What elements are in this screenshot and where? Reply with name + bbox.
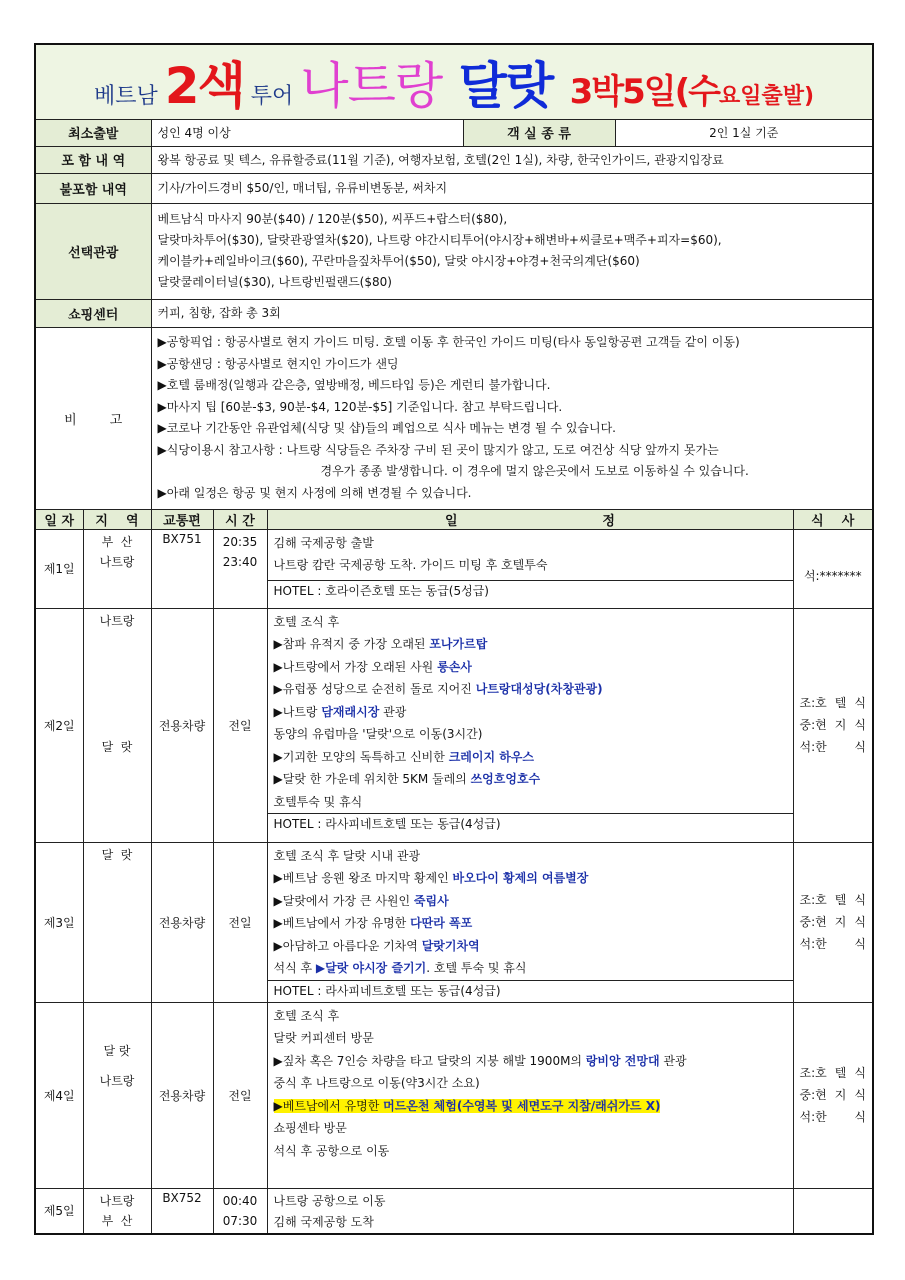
itinerary-table <box>34 43 874 1235</box>
schedule-line <box>268 1095 793 1118</box>
meal-line <box>800 1084 873 1106</box>
meal-text: 식 <box>854 740 867 754</box>
schedule-text: ▶유럽풍 성당으로 순전히 돌로 지어진 <box>273 682 476 696</box>
day-label: 제3일 <box>35 842 83 1002</box>
meal-text: 조:호 <box>799 1066 827 1080</box>
highlight-attraction: 달랏기차역 <box>421 938 480 953</box>
meal-line <box>800 736 873 758</box>
note-line: ▶아래 일정은 항공 및 현지 사정에 의해 변경될 수 있습니다. <box>157 485 472 500</box>
schedule-text: 석식 후 공항으로 이동 <box>273 1143 390 1158</box>
meal-line <box>800 911 873 933</box>
meal-info <box>793 608 873 842</box>
optional-tour-line: 케이블카+레일바이크($60), 꾸란마을짚차투어($50), 달랏 야시장+야경+천국의계단($60) <box>157 254 640 268</box>
optional-tour-line: 달랏마차투어($30), 달랏관광열차($20), 나트랑 야간시티투어(야시장+해변바+씨클로+맥주+피자=$60), <box>157 233 722 247</box>
place-name: 달 랏 <box>101 847 133 862</box>
col-header-place: 지 역 <box>83 509 151 529</box>
schedule-text: ▶베트남에서 유명한 <box>273 1098 384 1113</box>
time-value: 20:35 <box>222 534 258 549</box>
schedule-text: ▶베트남 응웬 왕조 마지막 황제인 <box>273 871 453 885</box>
schedule-line <box>268 746 793 769</box>
schedule-line <box>268 1117 793 1140</box>
meal-text: 식 <box>854 1088 867 1102</box>
transport-value: 전용차량 <box>151 1002 213 1188</box>
schedule-text: ▶달랏 한 가운데 위치한 5KM 둘레의 <box>273 772 471 786</box>
time-value: 00:40 <box>222 1193 258 1208</box>
day-schedule <box>267 529 793 608</box>
meal-text: 텔 <box>834 893 847 907</box>
schedule-line: 나트랑 캄란 국제공항 도착. 가이드 미팅 후 호텔투숙 <box>273 558 548 572</box>
hotel-info: HOTEL : 라사피네트호텔 또는 동급(4성급) <box>268 980 793 1002</box>
highlight-attraction: 롱손사 <box>437 659 472 674</box>
page-title <box>35 44 873 119</box>
day-times <box>213 529 267 608</box>
highlight-attraction: ▶달랏 야시장 즐기기 <box>315 961 427 975</box>
meal-line <box>800 714 873 736</box>
optional-tour-line: 베트남식 마사지 90분($40) / 120분($50), 씨푸드+랍스터($80), <box>157 212 508 226</box>
highlight-attraction: 크레이지 하우스 <box>448 749 535 764</box>
hotel-info: HOTEL : 라사피네트호텔 또는 동급(4성급) <box>268 813 793 835</box>
col-header-meal: 식 사 <box>793 509 873 529</box>
note-line: ▶호텔 룸배정(일행과 같은층, 옆방배정, 베드타입 등)은 게런티 불가합니다. <box>157 378 551 392</box>
time-value: 23:40 <box>222 554 258 569</box>
time-value: 전일 <box>213 842 267 1002</box>
transport-value: 전용차량 <box>151 608 213 842</box>
highlight-attraction: 바오다이 황제의 여름별장 <box>452 871 589 885</box>
itinerary-document <box>34 43 872 1235</box>
meal-text: 식 <box>854 1110 867 1124</box>
day-places <box>83 1002 151 1188</box>
schedule-line <box>268 1003 793 1028</box>
schedule-text: 호텔투숙 및 휴식 <box>273 794 363 809</box>
meal-info <box>793 842 873 1002</box>
schedule-line: 나트랑 공항으로 이동 <box>273 1193 386 1208</box>
meal-text: 식 <box>854 1066 867 1080</box>
col-header-transport: 교통편 <box>151 509 213 529</box>
col-header-time: 시 간 <box>213 509 267 529</box>
hotel-info: HOTEL : 호라이즌호텔 또는 동급(5성급) <box>268 580 793 602</box>
note-line: ▶마사지 팁 [60분-$3, 90분-$4, 120분-$5] 기준입니다. 참고 부탁드립니다. <box>157 399 563 414</box>
schedule-line <box>268 701 793 724</box>
meal-text: 지 <box>834 1088 847 1102</box>
excluded-label: 불포함 내역 <box>35 173 151 203</box>
place-name: 나트랑 <box>99 1073 135 1088</box>
place-name: 부 산 <box>101 1213 133 1228</box>
schedule-line <box>268 768 793 791</box>
highlight-attraction: 머드온천 체험(수영복 및 세면도구 지참/래쉬가드 X) <box>383 1098 661 1113</box>
notes-label: 비 고 <box>35 327 151 509</box>
table-row <box>35 1002 873 1188</box>
excluded-value: 기사/가이드경비 $50/인, 매너팁, 유류비변동분, 써차지 <box>151 173 873 203</box>
title-duration: 3박5일 <box>569 71 675 112</box>
schedule-line: 김해 국제공항 도착 <box>273 1214 374 1229</box>
schedule-text: ▶짚차 혹은 7인승 차량을 타고 달랏의 지붕 해발 1900M의 <box>273 1053 586 1068</box>
schedule-text: 석식 후 <box>273 961 316 975</box>
optional-tour-line: 달랏쿨레이터널($30), 나트랑빈펄랜드($80) <box>157 275 392 289</box>
place-name: 부 산 <box>101 534 133 549</box>
col-header-schedule: 일 정 <box>267 509 793 529</box>
schedule-line <box>268 843 793 868</box>
schedule-line <box>268 633 793 656</box>
schedule-text: 관광 <box>379 704 407 719</box>
schedule-line <box>268 1027 793 1050</box>
meal-text: 지 <box>834 915 847 929</box>
schedule-line <box>268 935 793 958</box>
meal-text: 식 <box>854 937 867 951</box>
highlight-attraction: 쓰엉흐엉호수 <box>470 772 541 786</box>
title-departure: 요일출발) <box>719 83 815 109</box>
transport-value: BX752 <box>151 1188 213 1234</box>
schedule-line <box>268 890 793 913</box>
highlight-attraction: 죽림사 <box>413 893 449 908</box>
notes-list <box>151 327 873 509</box>
place-name: 나트랑 <box>99 554 135 569</box>
min-departure-value: 성인 4명 이상 <box>151 119 463 146</box>
schedule-text: 호텔 조식 후 <box>273 1008 340 1023</box>
schedule-line <box>268 957 793 980</box>
optional-tours-list <box>151 203 873 299</box>
day-places <box>83 842 151 1002</box>
meal-text: 중:현 <box>799 915 827 929</box>
note-line: 경우가 종종 발생합니다. 이 경우에 멀지 않은곳에서 도보로 이동하실 수 있습니다. <box>320 464 749 478</box>
title-tour: 투어 <box>243 83 301 109</box>
meal-line <box>800 889 873 911</box>
highlight-attraction: 포나가르탑 <box>429 637 488 651</box>
meal-info <box>793 1188 873 1234</box>
highlight-attraction: 랑비앙 전망대 <box>585 1053 660 1068</box>
included-label: 포 함 내 역 <box>35 146 151 173</box>
day-schedule <box>267 1188 793 1234</box>
schedule-line <box>268 609 793 634</box>
time-value: 전일 <box>213 1002 267 1188</box>
day-places <box>83 1188 151 1234</box>
day-label: 제4일 <box>35 1002 83 1188</box>
schedule-text: ▶나트랑에서 가장 오래된 사원 <box>273 659 438 674</box>
day-schedule <box>267 1002 793 1188</box>
title-nhatrang: 나트랑 <box>300 56 443 115</box>
title-wed: (수 <box>674 71 720 112</box>
schedule-line <box>268 1050 793 1073</box>
note-line: ▶코로나 기간동안 유관업체(식당 및 샵)들의 폐업으로 식사 메뉴는 변경 될 수 있습니다. <box>157 421 616 435</box>
note-line: ▶공항샌딩 : 항공사별로 현지인 가이드가 샌딩 <box>157 356 399 371</box>
meal-text: 식 <box>854 718 867 732</box>
day-places <box>83 529 151 608</box>
schedule-text: ▶기괴한 모양의 독특하고 신비한 <box>273 749 449 764</box>
schedule-text: ▶달랏에서 가장 큰 사원인 <box>273 893 414 908</box>
meal-text: 조:호 <box>799 696 827 710</box>
meal-text: 석:한 <box>799 937 827 951</box>
included-value: 왕복 항공료 및 텍스, 유류할증료(11월 기준), 여행자보험, 호텔(2인 1실), 차량, 한국인가이드, 관광지입장료 <box>151 146 873 173</box>
day-schedule <box>267 608 793 842</box>
meal-text: 석:한 <box>799 740 827 754</box>
schedule-text: 달랏 커피센터 방문 <box>273 1031 374 1045</box>
schedule-text: 호텔 조식 후 달랏 시내 관광 <box>273 848 421 863</box>
shopping-label: 쇼핑센터 <box>35 299 151 327</box>
table-row <box>35 1188 873 1234</box>
schedule-line <box>268 656 793 679</box>
schedule-line <box>268 867 793 890</box>
title-vietnam: 베트남 <box>93 83 165 109</box>
title-dalat: 달랏 <box>442 56 570 115</box>
meal-text: 지 <box>834 718 847 732</box>
room-type-label: 객 실 종 류 <box>463 119 615 146</box>
place-name: 나트랑 <box>99 1193 135 1208</box>
meal-text: 식 <box>854 915 867 929</box>
shopping-value: 커피, 침향, 잡화 총 3회 <box>151 299 873 327</box>
meal-info: 석:******* <box>793 529 873 608</box>
transport-value: 전용차량 <box>151 842 213 1002</box>
meal-text: 석:한 <box>799 1110 827 1124</box>
schedule-text: 관광 <box>659 1053 687 1068</box>
meal-text: 식 <box>854 696 867 710</box>
schedule-text: 중식 후 나트랑으로 이동(약3시간 소요) <box>273 1076 480 1090</box>
schedule-text: ▶나트랑 <box>273 704 322 719</box>
schedule-text: 쇼핑센타 방문 <box>273 1121 347 1135</box>
schedule-text: ▶아담하고 아름다운 기차역 <box>273 938 422 953</box>
highlight-attraction: 다딴라 폭포 <box>410 916 473 930</box>
meal-text: 중:현 <box>799 1088 827 1102</box>
min-departure-label: 최소출발 <box>35 119 151 146</box>
schedule-line <box>268 678 793 701</box>
meal-line <box>800 1106 873 1128</box>
day-label: 제1일 <box>35 529 83 608</box>
title-2color: 2색 <box>164 56 244 115</box>
meal-text: 텔 <box>834 1066 847 1080</box>
meal-text: 조:호 <box>799 893 827 907</box>
meal-text: 텔 <box>834 696 847 710</box>
schedule-line <box>268 1072 793 1095</box>
table-row <box>35 608 873 842</box>
day-places <box>83 608 151 842</box>
highlight-attraction: 담재래시장 <box>321 704 380 719</box>
schedule-text: ▶참파 유적지 중 가장 오래된 <box>273 637 430 651</box>
day-label: 제5일 <box>35 1188 83 1234</box>
schedule-text: ▶베트남에서 가장 유명한 <box>273 916 411 930</box>
table-row <box>35 842 873 1002</box>
time-value: 전일 <box>213 608 267 842</box>
schedule-line <box>268 1140 793 1163</box>
room-type-value: 2인 1실 기준 <box>615 119 873 146</box>
meal-line <box>800 1062 873 1084</box>
day-schedule <box>267 842 793 1002</box>
note-line: ▶식당이용시 참고사항 : 나트랑 식당들은 주차장 구비 된 곳이 많지가 않고, 도로 여건상 식당 앞까지 못가는 <box>157 442 719 457</box>
meal-text: 중:현 <box>799 718 827 732</box>
schedule-line <box>268 791 793 814</box>
note-line: ▶공항픽업 : 항공사별로 현지 가이드 미팅. 호텔 이동 후 한국인 가이드 미팅(타사 동일항공편 고객들 같이 이동) <box>157 335 740 349</box>
place-name: 달 랏 <box>103 1043 131 1058</box>
schedule-text: . 호텔 투숙 및 휴식 <box>426 961 527 975</box>
meal-text: 식 <box>854 893 867 907</box>
schedule-line <box>268 723 793 746</box>
highlight-attraction: 나트랑대성당(차창관광) <box>475 682 603 696</box>
schedule-text: 호텔 조식 후 <box>273 614 340 629</box>
schedule-text: 동양의 유럽마을 '달랏'으로 이동(3시간) <box>273 727 483 741</box>
place-name: 달 랏 <box>101 739 133 754</box>
place-name: 나트랑 <box>99 613 135 628</box>
transport-value: BX751 <box>151 529 213 608</box>
day-label: 제2일 <box>35 608 83 842</box>
schedule-line: 김해 국제공항 출발 <box>273 535 374 550</box>
meal-info <box>793 1002 873 1188</box>
table-row <box>35 529 873 608</box>
time-value: 07:30 <box>222 1213 258 1228</box>
optional-tours-label: 선택관광 <box>35 203 151 299</box>
meal-line <box>800 692 873 714</box>
meal-line <box>800 933 873 955</box>
schedule-line <box>268 912 793 935</box>
day-times <box>213 1188 267 1234</box>
col-header-day: 일 자 <box>35 509 83 529</box>
